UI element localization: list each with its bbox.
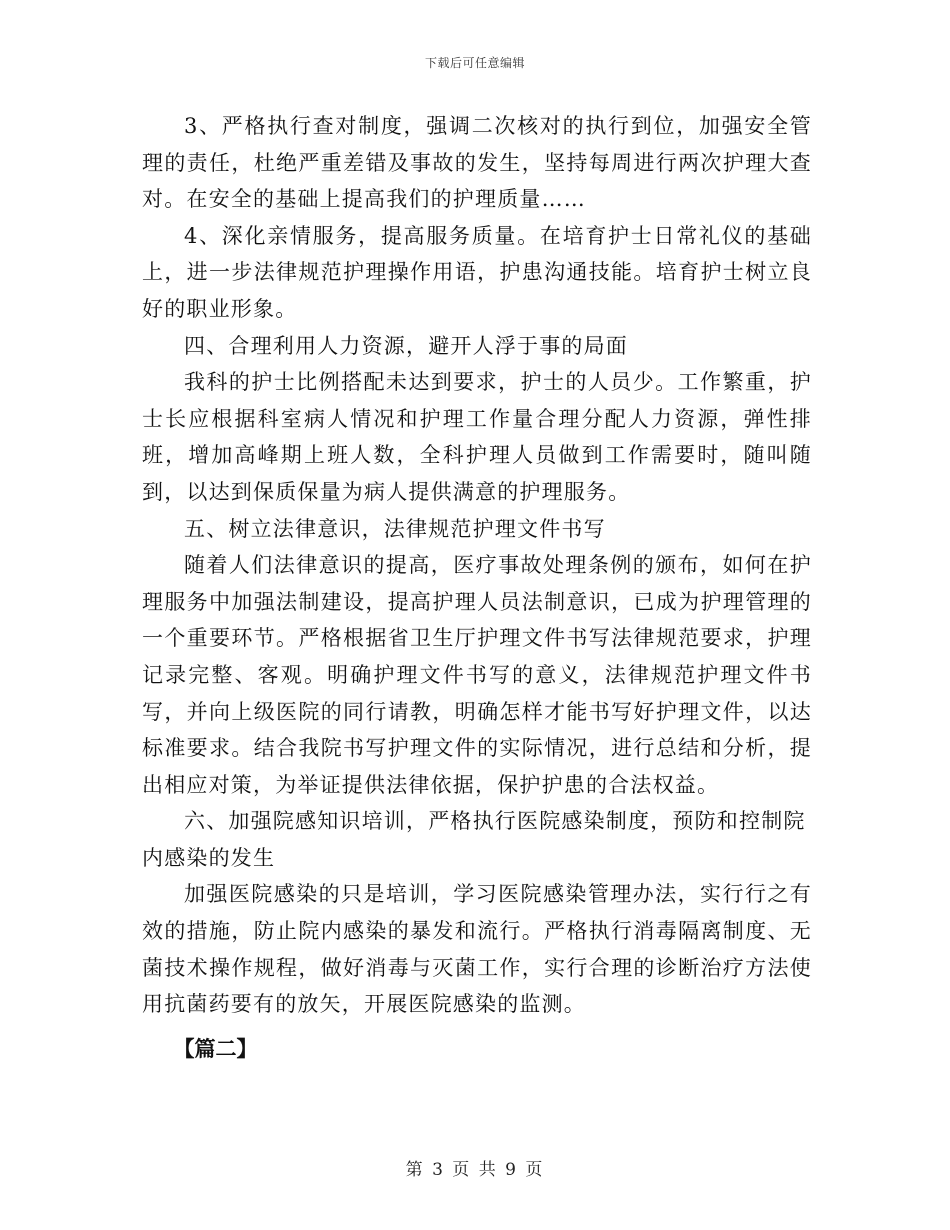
paragraph-item-4: 4、深化亲情服务，提高服务质量。在培育护士日常礼仪的基础上，进一步法律规范护理操作用语，护患沟通技能。培育护士树立良好的职业形象。	[142, 223, 812, 321]
section-heading-6: 六、加强院感知识培训，严格执行医院感染制度，预防和控制院内感染的发生	[142, 809, 806, 870]
paragraph-item-3: 3、严格执行查对制度，强调二次核对的执行到位，加强安全管理的责任，杜绝严重差错及事故的发生，坚持每周进行两次护理大查对。在安全的基础上提高我们的护理质量……	[142, 114, 812, 212]
page-number-footer: 第 3 页 共 9 页	[405, 1160, 545, 1180]
paragraph-staffing: 我科的护士比例搭配未达到要求，护士的人员少。工作繁重，护士长应根据科室病人情况和护理工作量合理分配人力资源，弹性排班，增加高峰期上班人数，全科护理人员做到工作需要时，随叫随到，以达到保质保量为病人提供满意的护理服务。	[142, 370, 812, 504]
paragraph-legal-records: 随着人们法律意识的提高，医疗事故处理条例的颁布，如何在护理服务中加强法制建设，提高护理人员法制意识，已成为护理管理的一个重要环节。严格根据省卫生厅护理文件书写法律规范要求，护理记录完整、客观。明确护理文件书写的意义，法律规范护理文件书写，并向上级医院的同行请教，明确怎样才能书写好护理文件，以达标准要求。结合我院书写护理文件的实际情况，进行总结和分析，提出相应对策，为举证提供法律依据，保护护患的合法权益。	[142, 553, 812, 797]
section-heading-4: 四、合理利用人力资源，避开人浮于事的局面	[184, 333, 628, 358]
page-header-note: 下载后可任意编辑	[424, 56, 525, 70]
part-two-tag: 【篇二】	[173, 1035, 258, 1061]
paragraph-infection-control: 加强医院感染的只是培训，学习医院感染管理办法，实行行之有效的措施，防止院内感染的暴发和流行。严格执行消毒隔离制度、无菌技术操作规程，做好消毒与灭菌工作，实行合理的诊断治疗方法使用抗菌药要有的放矢，开展医院感染的监测。	[142, 882, 812, 1017]
document-body	[142, 108, 812, 1067]
section-heading-5: 五、树立法律意识，法律规范护理文件书写	[184, 516, 606, 541]
